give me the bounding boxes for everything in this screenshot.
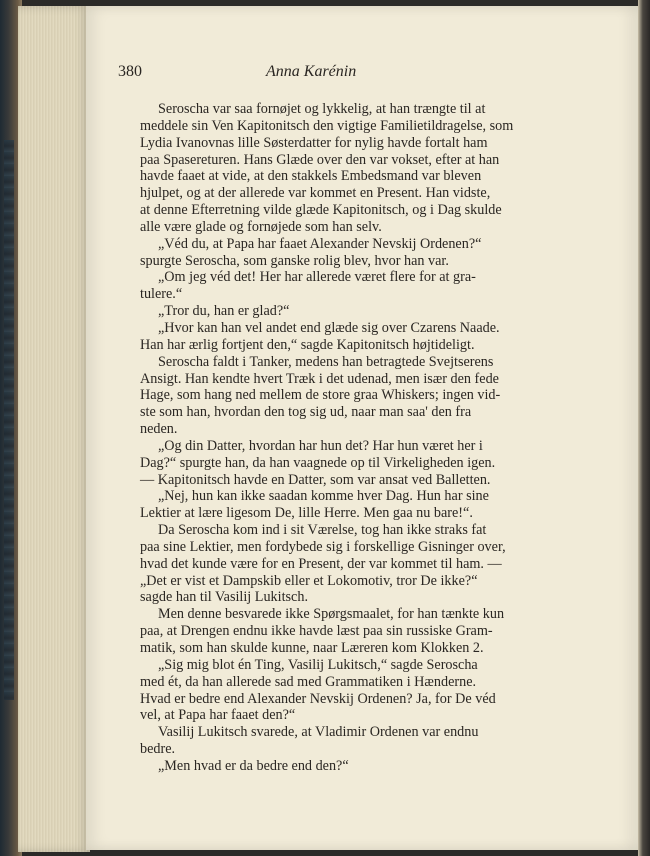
text-line: „Og din Datter, hvordan har hun det? Har hun været her i bbox=[158, 437, 483, 454]
page-edges bbox=[18, 6, 90, 852]
text-line: „Det er vist et Dampskib eller et Lokomotiv, tror De ikke?“ bbox=[140, 572, 478, 589]
text-line: Da Seroscha kom ind i sit Værelse, tog han ikke straks fat bbox=[158, 522, 487, 539]
text-line: „Hvor kan han vel andet end glæde sig over Czarens Naade. bbox=[158, 319, 500, 336]
body-text bbox=[140, 101, 614, 775]
text-line: paa sine Lektier, men fordybede sig i forskellige Gisninger over, bbox=[140, 538, 506, 555]
text-line: Hage, som hang ned mellem de store graa Whiskers; ingen vid- bbox=[140, 387, 501, 404]
text-line: paa, at Drengen endnu ikke havde læst paa sin russiske Gram- bbox=[140, 623, 493, 640]
text-line: hjulpet, og at der allerede var kommet en Present. Han vidste, bbox=[140, 185, 491, 202]
text-line: med ét, da han allerede sad med Grammatiken i Hænderne. bbox=[140, 673, 477, 690]
text-line: matik, som han skulde kunne, naar Læreren kom Klokken 2. bbox=[140, 640, 484, 656]
text-line: „Men hvad er da bedre end den?“ bbox=[158, 757, 349, 774]
text-line: Ansigt. Han kendte hvert Træk i det udenad, men især den fede bbox=[140, 370, 499, 387]
text-line: „Tror du, han er glad?“ bbox=[158, 303, 290, 320]
text-line: havde faaet at vide, at den stakkels Embedsmand var bleven bbox=[140, 168, 482, 185]
text-line: Seroscha faldt i Tanker, medens han betragtede Svejtserens bbox=[158, 353, 494, 370]
text-line: vel, at Papa har faaet den?“ bbox=[140, 707, 296, 724]
text-line: bedre. bbox=[140, 741, 176, 758]
text-line: tulere.“ bbox=[140, 286, 183, 303]
text-line: spurgte Seroscha, som ganske rolig blev, hvor han var. bbox=[140, 252, 449, 269]
text-line: Dag?“ spurgte han, da han vaagnede op til Virkeligheden igen. bbox=[140, 454, 496, 471]
text-line: neden. bbox=[140, 421, 178, 438]
text-line: Vasilij Lukitsch svarede, at Vladimir Ordenen var endnu bbox=[158, 724, 479, 741]
text-line: at denne Efterretning vilde glæde Kapitonitsch, og i Dag skulde bbox=[140, 202, 502, 219]
running-title: Anna Karénin bbox=[266, 63, 357, 80]
page-number: 380 bbox=[118, 63, 142, 80]
text-line: sagde han til Vasilij Lukitsch. bbox=[140, 589, 308, 606]
text-line: „Om jeg véd det! Her har allerede været flere for at gra- bbox=[158, 269, 476, 286]
text-line: meddele sin Ven Kapitonitsch den vigtige Familietildragelse, som bbox=[140, 117, 514, 134]
page-header bbox=[118, 63, 538, 85]
text-line: Hvad er bedre end Alexander Nevskij Ordenen? Ja, for De véd bbox=[140, 690, 496, 707]
text-line: „Nej, hun kan ikke saadan komme hver Dag. Hun har sine bbox=[158, 488, 489, 505]
text-line: „Sig mig blot én Ting, Vasilij Lukitsch,“ sagde Seroscha bbox=[158, 656, 478, 673]
text-line: Seroscha var saa fornøjet og lykkelig, at han trængte til at bbox=[158, 101, 486, 117]
page-gutter-shadow bbox=[638, 0, 650, 856]
text-line: — Kapitonitsch havde en Datter, som var ansat ved Balletten. bbox=[140, 471, 491, 488]
text-line: „Véd du, at Papa har faaet Alexander Nevskij Ordenen?“ bbox=[158, 235, 482, 252]
text-line: Lydia Ivanovnas lille Søsterdatter for nylig havde fortalt ham bbox=[140, 134, 488, 151]
text-line: ste som han, hvordan den tog sig ud, naar man saa' den fra bbox=[140, 404, 472, 421]
text-line: Lektier at lære ligesom De, lille Herre. Men gaa nu bare!“. bbox=[140, 505, 473, 522]
text-line: hvad det kunde være for en Present, der var kommet til ham. — bbox=[140, 555, 502, 572]
text-line: Men denne besvarede ikke Spørgsmaalet, for han tænkte kun bbox=[158, 606, 505, 623]
text-line: paa Spasereturen. Hans Glæde over den var vokset, efter at han bbox=[140, 151, 500, 168]
text-line: Han har ærlig fortjent den,“ sagde Kapitonitsch højtideligt. bbox=[140, 336, 475, 353]
text-line: alle være glade og fornøjede som han selv. bbox=[140, 218, 382, 235]
